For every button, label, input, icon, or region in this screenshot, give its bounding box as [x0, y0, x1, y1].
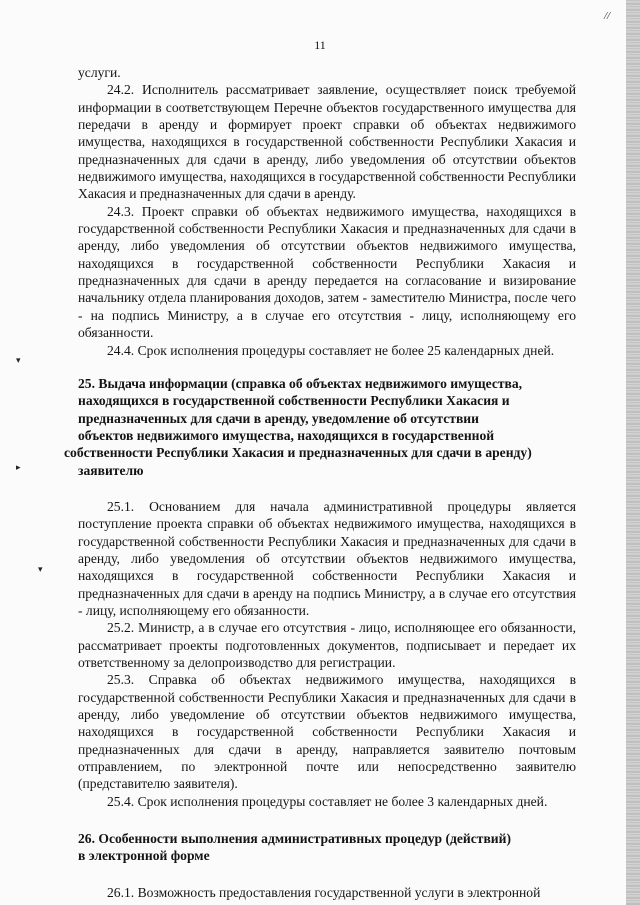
corner-mark: //	[604, 10, 611, 22]
paragraph-continuation: услуги.	[78, 65, 121, 80]
heading-line: 25. Выдача информации (справка об объектах недвижимого имущества,	[78, 375, 523, 391]
margin-mark-2: ▸	[16, 462, 21, 472]
paragraph-26-1: 26.1. Возможность предоставления государственной услуги в электронной	[107, 884, 541, 900]
section-25-heading	[64, 375, 576, 479]
paragraph-25-2: 25.2. Министр, а в случае его отсутствия - лицо, исполняющее его обязанности, рассматривает проекты подготовленных документов, подписывает и передает их ответственному за делопроизводство для регистрации.	[78, 620, 576, 670]
heading-line: в электронной форме	[78, 848, 210, 864]
section-26-heading	[78, 830, 576, 865]
paragraph-24-2: 24.2. Исполнитель рассматривает заявление, осуществляет поиск требуемой информации в соответствующем Перечне объектов государственного имущества для передачи в аренду и формирует проект справки об объектах недвижимого имущества, находящихся в государственной собственности Республики Хакасия и предназначенных для сдачи в аренду, либо уведомления об отсутствии объектов недвижимого имущества, находящихся в государственной собственности Республики Хакасия и предназначенных для сдачи в аренду.	[78, 82, 576, 202]
document-body	[64, 64, 576, 901]
paragraph-24-4: 24.4. Срок исполнения процедуры составляет не более 25 календарных дней.	[107, 342, 555, 358]
paragraph-25-1: 25.1. Основанием для начала административной процедуры является поступление проекта справки об объектах недвижимого имущества, находящихся в государственной собственности Республики Хакасия и предназначенных для сдачи в аренду, либо уведомления об отсутствии объектов недвижимого имущества, находящихся в государственной собственности Республики Хакасия и предназначенных для сдачи в аренду на подпись Министру, а в случае его отсутствия - лицу, исполняющему его обязанности.	[78, 498, 576, 618]
heading-line: собственности Республики Хакасия и предназначенных для сдачи в аренду)	[64, 445, 532, 461]
paragraph-25-3: 25.3. Справка об объектах недвижимого имущества, находящихся в государственной собственности Республики Хакасия и предназначенных для сдачи в аренду, либо уведомление об отсутствии объектов недвижимого имущества, находящихся в государственной собственности Республики Хакасия и предназначенных для сдачи в аренду, направляется заявителю почтовым отправлением, по электронной почте или непосредственно заявителю (представителю заявителя).	[78, 672, 576, 792]
paragraph-25-4: 25.4. Срок исполнения процедуры составляет не более 3 календарных дней.	[107, 793, 548, 809]
margin-mark-3: ▾	[38, 564, 43, 574]
heading-line: находящихся в государственной собственности Республики Хакасия и	[78, 393, 510, 409]
paragraph-24-3: 24.3. Проект справки об объектах недвижимого имущества, находящихся в государственной собственности Республики Хакасия и предназначенных для сдачи в аренду, либо уведомления об отсутствии объектов недвижимого имущества, находящихся в государственной собственности Республики Хакасия и предназначенных для сдачи в аренду передается на согласование и визирование начальнику отдела планирования доходов, затем - заместителю Министра, после чего - на подпись Министру, а в случае его отсутствия - лицу, исполняющему его обязанности.	[78, 203, 576, 341]
heading-line: объектов недвижимого имущества, находящихся в государственной	[78, 427, 495, 443]
page-number: 11	[314, 38, 326, 52]
heading-line: 26. Особенности выполнения административных процедур (действий)	[78, 831, 511, 847]
heading-line: заявителю	[78, 462, 144, 478]
heading-line: предназначенных для сдачи в аренду, уведомление об отсутствии	[78, 410, 479, 426]
margin-mark-1: ▾	[16, 355, 21, 365]
scan-edge-shadow	[626, 0, 640, 905]
